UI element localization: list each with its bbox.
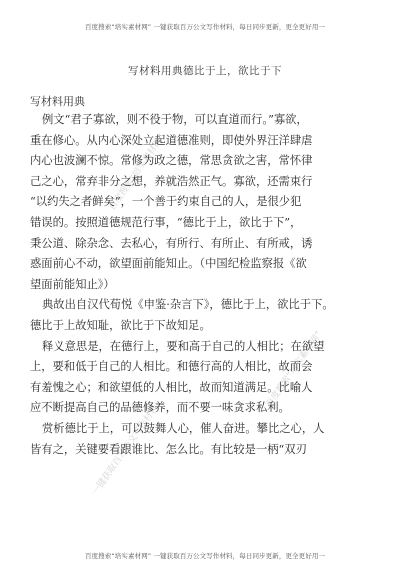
paragraph-line: 望面前能知止》） — [30, 277, 115, 291]
section-heading: 写材料用典 — [30, 95, 85, 108]
paragraph-line: 重在修心。从内心深处立起道德准则，即使外界汪洋肆虐 — [30, 133, 313, 147]
paragraph-line: 上，要和低于自己的人相比。和德行高的人相比，故而会 — [30, 360, 313, 374]
watermark: 一键获取百万公文写作材料 — [90, 403, 161, 498]
document-body — [30, 110, 390, 460]
paragraph-line: 惑面前心不动，欲望面前能知止。（中国纪检监察报《欲 — [30, 257, 307, 271]
paragraph-line: 有羞愧之心；和欲望低的人相比，故而知道满足。比喻人 — [30, 380, 313, 394]
page-footer: 百度搜索“培实素材网” 一键获取百万公文写作材料，每日同步更新，更全更好用一 — [84, 552, 326, 560]
paragraph-line: 赏析德比于上，可以鼓舞人心，催人奋进。攀比之心，人 — [42, 421, 325, 435]
watermark: 百度搜索“培实素材网” — [107, 132, 168, 213]
paragraph-line: 典故出自汉代荀悦《申鉴·杂言下》，德比于上，欲比于下。 — [42, 298, 334, 312]
page-header: 百度搜索“培实素材网” 一键获取百万公文写作材料，每日同步更新，更全更好用一 — [84, 23, 326, 31]
paragraph-line: 例文“君子寡欲，则不役于物，可以直道而行。”寡欲， — [42, 113, 308, 126]
document-title: 写材料用典德比于上，欲比于下 — [128, 65, 282, 77]
paragraph-line: 秉公道、除杂念、去私心，有所行、有所止、有所戒，诱 — [30, 236, 313, 250]
paragraph-line: 应不断提高自己的品德修养，而不要一味贪求私利。 — [30, 401, 290, 415]
paragraph-line: 德比于上故知耻，欲比于下故知足。 — [30, 318, 211, 332]
paragraph-line: 己之心，常弃非分之想，养就浩然正气。寡欲，还需束行 — [30, 174, 313, 188]
paragraph-line: 释义意思是，在德行上，要和高于自己的人相比；在欲望 — [42, 339, 325, 353]
watermark: 百度搜索“培实素材网” — [264, 329, 325, 410]
paragraph-line: 错误的。按照道德规范行事，“德比于上，欲比于下”， — [30, 215, 302, 229]
paragraph-line: 内心也波澜不惊。常修为政之德，常思贪欲之害，常怀律 — [30, 154, 313, 168]
paragraph-line: 皆有之，关键要看跟谁比、怎么比。有比较是一柄“双刃 — [30, 442, 307, 456]
paragraph-line: “以约失之者鲜矣”，一个善于约束自己的人，是很少犯 — [30, 195, 302, 209]
